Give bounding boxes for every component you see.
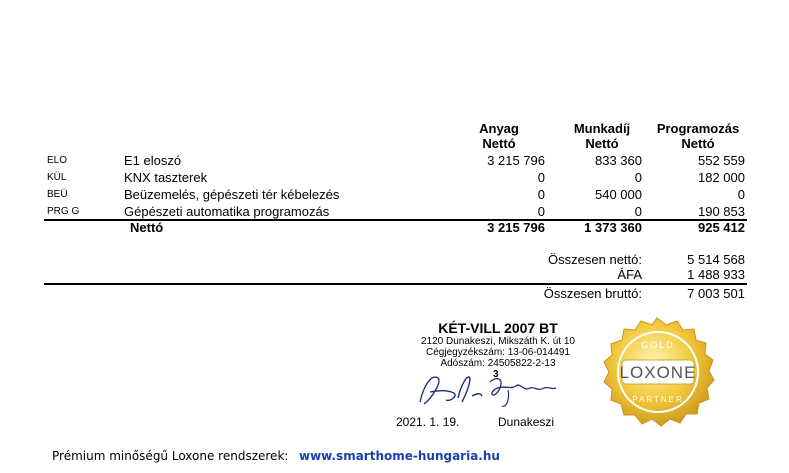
signature (412, 368, 562, 412)
row-code: PRG G (47, 206, 80, 217)
col-header-anyag (470, 121, 528, 151)
row-anyag: 0 (537, 204, 545, 219)
row-code: BEÜ (47, 189, 68, 200)
row-munkadij: 0 (634, 170, 642, 185)
row-code: KÜL (47, 172, 67, 183)
row-programozas: 182 000 (698, 170, 745, 185)
col-header-anyag-line2: Nettó (482, 136, 516, 151)
summary-vat-value: 1 488 933 (687, 267, 745, 282)
row-munkadij: 833 360 (595, 153, 642, 168)
col-header-programozas (650, 121, 746, 151)
row-desc: E1 eloszó (124, 153, 182, 168)
col-header-munkadij-line2: Nettó (585, 136, 619, 151)
totals-programozas: 925 412 (698, 220, 745, 235)
footer-website-link[interactable]: www.smarthome-hungaria.hu (299, 449, 500, 463)
badge-brand: LOXONE (619, 363, 697, 382)
row-programozas: 190 853 (698, 204, 745, 219)
document-date: 2021. 1. 19. (396, 415, 460, 429)
row-munkadij: 540 000 (595, 187, 642, 202)
row-anyag: 0 (537, 187, 545, 202)
totals-munkadij: 1 373 360 (584, 220, 642, 235)
row-munkadij: 0 (634, 204, 642, 219)
col-header-programozas-line2: Nettó (681, 136, 715, 151)
totals-label: Nettó (130, 220, 164, 235)
row-desc: Beüzemelés, gépészeti tér kébelezés (124, 187, 340, 202)
document-place: Dunakeszi (498, 415, 555, 429)
stamp-tax: Adószám: 24505822-2-13 (440, 358, 556, 369)
stamp-company: KÉT-VILL 2007 BT (438, 320, 558, 336)
summary-net-value: 5 514 568 (687, 252, 745, 267)
summary-net-label: Összesen nettó: (548, 252, 642, 267)
stamp-registry: Cégjegyzékszám: 13-06-014491 (426, 347, 570, 358)
row-anyag: 3 215 796 (487, 153, 545, 168)
loxone-gold-partner-badge (582, 316, 732, 436)
stamp-number: 3 (493, 369, 499, 380)
summary-gross-label: Összesen bruttó: (543, 286, 642, 301)
col-header-anyag-line1: Anyag (479, 121, 519, 136)
col-header-programozas-line1: Programozás (656, 121, 740, 136)
badge-bottom-text: PARTNER (632, 395, 684, 404)
summary-gross-value: 7 003 501 (687, 286, 745, 301)
gross-divider (44, 283, 747, 285)
row-programozas: 552 559 (698, 153, 745, 168)
col-header-munkadij (562, 121, 642, 151)
footer-text: Prémium minőségű Loxone rendszerek: (52, 449, 289, 463)
col-header-munkadij-line1: Munkadíj (573, 121, 631, 136)
row-code: ELO (47, 155, 68, 166)
company-stamp (402, 321, 594, 369)
row-desc: Gépészeti automatika programozás (124, 204, 330, 219)
row-desc: KNX taszterek (124, 170, 208, 185)
summary-vat-label: ÁFA (617, 267, 642, 282)
row-anyag: 0 (537, 170, 545, 185)
totals-anyag: 3 215 796 (487, 220, 545, 235)
row-programozas: 0 (737, 187, 745, 202)
stamp-address: 2120 Dunakeszi, Mikszáth K. út 10 (421, 336, 575, 347)
badge-top-text: GOLD (641, 340, 675, 350)
